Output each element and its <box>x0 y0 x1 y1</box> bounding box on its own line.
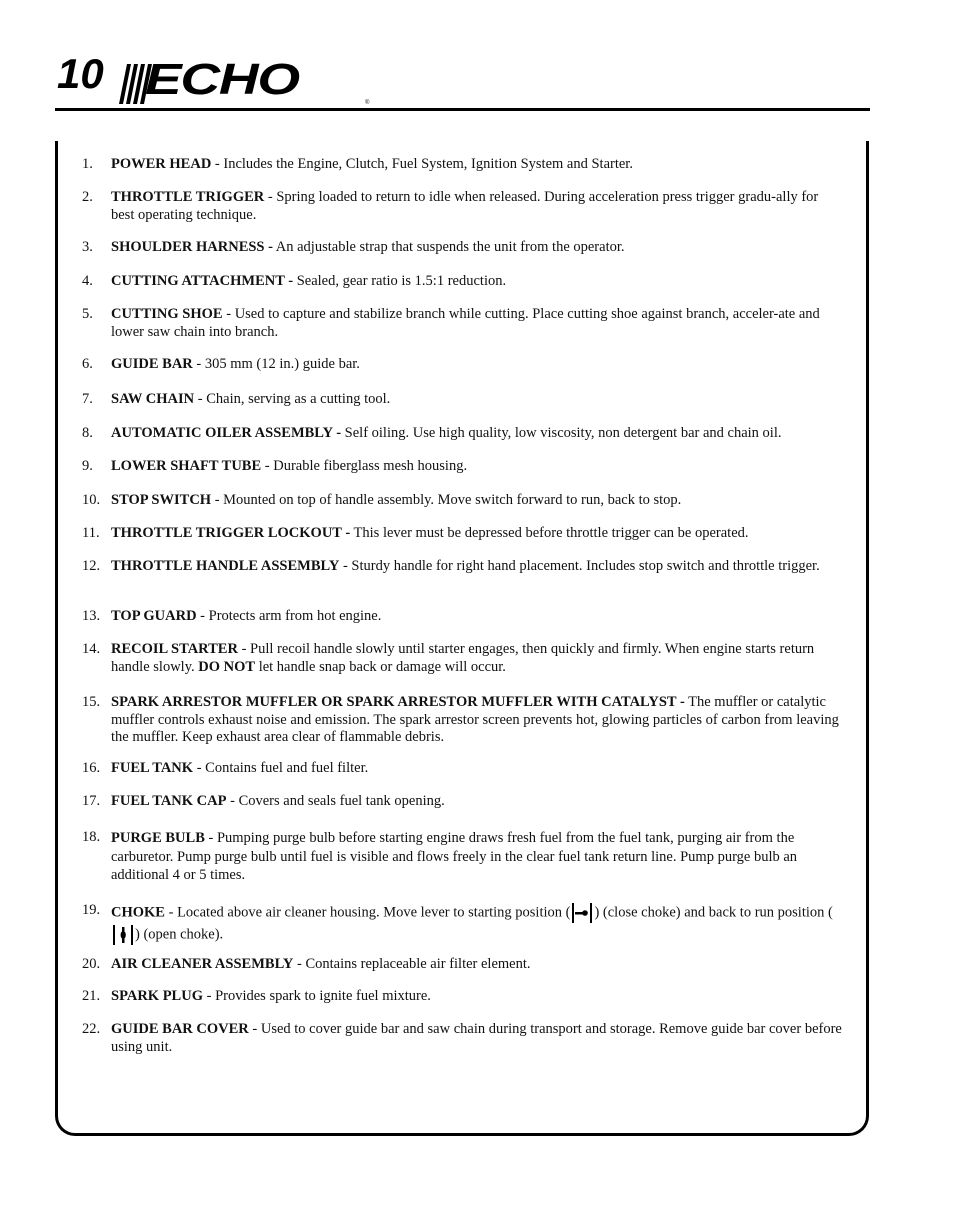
item-number: 19. <box>82 902 101 918</box>
list-item <box>82 558 842 576</box>
item-title: THROTTLE TRIGGER <box>111 189 265 205</box>
list-item <box>82 425 842 443</box>
list-item <box>82 829 842 885</box>
item-text: Self oiling. Use high quality, low viscosity, non detergent bar and chain oil. <box>341 425 782 441</box>
item-number: 8. <box>82 425 93 441</box>
item-text: An adjustable strap that suspends the unit from the operator. <box>272 239 625 255</box>
item-number: 1. <box>82 156 93 172</box>
item-text: - Contains fuel and fuel filter. <box>193 760 369 776</box>
page-header <box>55 50 870 112</box>
item-emphasis: DO NOT <box>198 658 256 675</box>
item-title: SAW CHAIN <box>111 391 195 407</box>
item-title: SHOULDER HARNESS - <box>111 239 273 255</box>
list-item <box>82 641 842 676</box>
item-title: STOP SWITCH <box>111 492 212 508</box>
item-title: LOWER SHAFT TUBE <box>111 458 262 474</box>
item-text: - Covers and seals fuel tank opening. <box>226 793 445 809</box>
close-choke-icon <box>570 902 594 924</box>
list-item <box>82 1021 842 1056</box>
item-number: 16. <box>82 760 101 776</box>
item-title: CUTTING ATTACHMENT - <box>111 273 294 289</box>
open-choke-icon <box>111 924 135 946</box>
item-title: CUTTING SHOE <box>111 306 223 322</box>
item-number: 12. <box>82 558 101 574</box>
item-number: 2. <box>82 189 93 205</box>
item-title: TOP GUARD <box>111 608 197 624</box>
item-text: - Chain, serving as a cutting tool. <box>194 391 391 407</box>
item-text: - Provides spark to ignite fuel mixture. <box>202 988 431 1004</box>
item-number: 11. <box>82 525 100 541</box>
item-text: - Located above air cleaner housing. Move lever to starting position ( <box>164 904 571 921</box>
list-item <box>82 391 842 409</box>
list-item <box>82 273 842 291</box>
item-text: ) (open choke). <box>135 926 224 943</box>
item-text: - Includes the Engine, Clutch, Fuel System, Ignition System and Starter. <box>211 156 633 172</box>
item-title: RECOIL STARTER <box>111 641 238 657</box>
list-item <box>82 525 842 543</box>
item-title: GUIDE BAR <box>111 356 193 372</box>
item-title: GUIDE BAR COVER <box>111 1021 249 1037</box>
item-title: POWER HEAD <box>111 156 212 172</box>
item-title: FUEL TANK <box>111 760 194 776</box>
item-text: - Spring loaded to return to idle when released. During acceleration press trigger gradu-ally for best operating technique. <box>111 189 819 223</box>
item-number: 22. <box>82 1021 101 1037</box>
item-text: - Used to capture and stabilize branch while cutting. Place cutting shoe against branch, acceler-ate and lower saw chain into branch. <box>111 306 820 340</box>
list-item <box>82 608 842 626</box>
item-number: 3. <box>82 239 93 255</box>
item-title: SPARK ARRESTOR MUFFLER OR SPARK ARRESTOR MUFFLER WITH CATALYST - <box>111 694 685 710</box>
item-text: The muffler or catalytic muffler controls exhaust noise and emission. The spark arrestor screen prevents hot, glowing particles of carbon from leaving the muffler. Keep exhaust area clear of flammable debris. <box>111 694 839 745</box>
item-text: Sealed, gear ratio is 1.5:1 reduction. <box>293 273 507 289</box>
list-item <box>82 356 842 374</box>
item-title: CHOKE <box>111 904 165 921</box>
item-number: 17. <box>82 793 101 809</box>
item-text: This lever must be depressed before throttle trigger can be operated. <box>350 525 749 541</box>
list-item <box>82 760 842 778</box>
item-number: 4. <box>82 273 93 289</box>
item-number: 6. <box>82 356 93 372</box>
list-item <box>82 156 842 174</box>
item-title: AIR CLEANER ASSEMBLY <box>111 956 294 972</box>
list-item <box>82 793 842 811</box>
list-item <box>82 239 842 257</box>
list-item <box>82 306 842 341</box>
item-title: THROTTLE HANDLE ASSEMBLY <box>111 558 340 574</box>
item-text: - Durable fiberglass mesh housing. <box>261 458 468 474</box>
item-number: 20. <box>82 956 101 972</box>
item-number: 14. <box>82 641 101 657</box>
list-item <box>82 694 842 747</box>
item-text: - Pull recoil handle slowly until starter engages, then quickly and firmly. When engine starts return handle slowly. <box>111 641 815 675</box>
item-title: PURGE BULB <box>111 830 205 846</box>
list-item <box>82 492 842 510</box>
item-text: let handle snap back or damage will occur. <box>255 658 506 675</box>
item-text: - Protects arm from hot engine. <box>196 608 382 624</box>
list-item <box>82 458 842 476</box>
item-number: 13. <box>82 608 101 624</box>
item-text: - 305 mm (12 in.) guide bar. <box>192 356 360 372</box>
item-number: 5. <box>82 306 93 322</box>
item-text: - Pumping purge bulb before starting engine draws fresh fuel from the fuel tank, purging air from the carburetor. Pump purge bulb until fuel is visible and flows freely in the clear fuel tank return line. Pump purge bulb an additional 4 or 5 times. <box>111 830 798 883</box>
item-title: FUEL TANK CAP <box>111 793 227 809</box>
item-number: 15. <box>82 694 101 710</box>
item-text: - Sturdy handle for right hand placement. Includes stop switch and throttle trigger. <box>339 558 820 574</box>
echo-logo <box>119 55 370 106</box>
item-number: 21. <box>82 988 101 1004</box>
item-text: - Contains replaceable air filter element. <box>293 956 531 972</box>
item-number: 18. <box>82 829 101 845</box>
logo-wordmark: ECHO <box>145 55 299 104</box>
list-item <box>82 956 842 974</box>
list-item <box>82 189 842 224</box>
item-text: - Mounted on top of handle assembly. Move switch forward to run, back to stop. <box>211 492 682 508</box>
item-text: - Used to cover guide bar and saw chain during transport and storage. Remove guide bar cover before using unit. <box>111 1021 842 1055</box>
page-number: 10 <box>57 50 104 97</box>
list-item <box>82 988 842 1006</box>
registered-mark: ® <box>365 100 370 106</box>
item-number: 9. <box>82 458 93 474</box>
item-title: THROTTLE TRIGGER LOCKOUT - <box>111 525 351 541</box>
item-number: 7. <box>82 391 93 407</box>
item-title: SPARK PLUG <box>111 988 203 1004</box>
item-title: AUTOMATIC OILER ASSEMBLY - <box>111 425 342 441</box>
list-item <box>82 902 842 946</box>
header-rule <box>55 108 870 111</box>
item-text: ) (close choke) and back to run position ( <box>594 904 833 921</box>
item-number: 10. <box>82 492 101 508</box>
